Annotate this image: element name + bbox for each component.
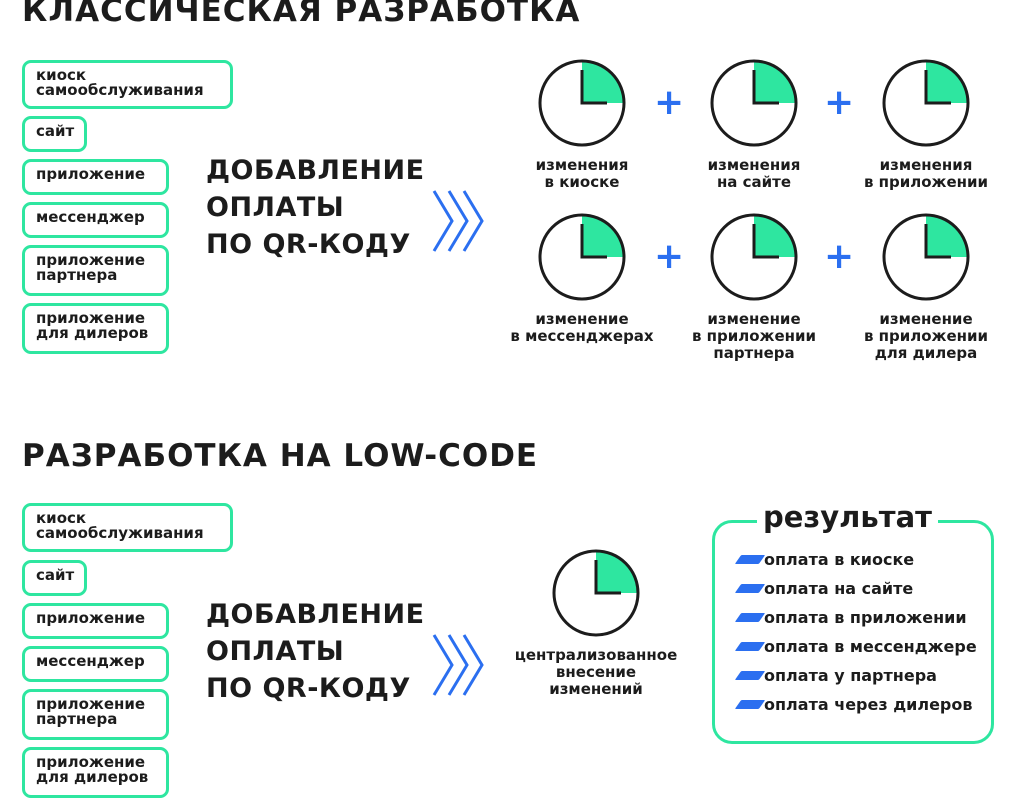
classic-channel-partner-app: приложение партнера	[22, 245, 169, 296]
quarter-clock-icon	[537, 58, 627, 148]
result-item: оплата на сайте	[764, 579, 914, 598]
clock-caption-app: изменения в приложении	[863, 156, 989, 191]
plus-icon: +	[824, 236, 855, 277]
lowcode-channel-partner-app: приложение партнера	[22, 689, 169, 740]
clock-caption-dealer: изменение в приложении для дилера	[863, 310, 989, 362]
lowcode-channel-site: сайт	[22, 560, 87, 596]
classic-channel-kiosk: киоск самообслуживания	[22, 60, 233, 109]
lowcode-title: РАЗРАБОТКА НА LOW-CODE	[22, 438, 539, 474]
result-item: оплата через дилеров	[764, 695, 973, 714]
classic-channel-dealer-app: приложение для дилеров	[22, 303, 169, 354]
clock-caption-site: изменения на сайте	[707, 156, 801, 191]
classic-title: КЛАССИЧЕСКАЯ РАЗРАБОТКА	[22, 0, 581, 29]
lowcode-channel-app: приложение	[22, 603, 169, 639]
plus-icon: +	[654, 82, 685, 123]
lowcode-arrow-icon	[432, 632, 488, 698]
result-item: оплата у партнера	[764, 666, 937, 685]
quarter-clock-icon	[537, 212, 627, 302]
lowcode-clock-caption: централизованное внесение изменений	[514, 646, 678, 698]
plus-icon: +	[654, 236, 685, 277]
quarter-clock-icon	[709, 212, 799, 302]
result-item: оплата в мессенджере	[764, 637, 977, 656]
clock-caption-messenger: изменение в мессенджерах	[510, 310, 654, 345]
lowcode-channel-kiosk: киоск самообслуживания	[22, 503, 233, 552]
quarter-clock-icon	[881, 58, 971, 148]
classic-channel-app: приложение	[22, 159, 169, 195]
quarter-clock-icon	[881, 212, 971, 302]
classic-channel-site: сайт	[22, 116, 87, 152]
classic-arrow-icon	[432, 188, 488, 254]
lowcode-task-label: ДОБАВЛЕНИЕ ОПЛАТЫ ПО QR-КОДУ	[206, 599, 425, 704]
quarter-clock-icon	[709, 58, 799, 148]
quarter-clock-icon	[551, 548, 641, 638]
plus-icon: +	[824, 82, 855, 123]
classic-channel-messenger: мессенджер	[22, 202, 169, 238]
clock-caption-kiosk: изменения в киоске	[535, 156, 629, 191]
lowcode-channel-dealer-app: приложение для дилеров	[22, 747, 169, 798]
lowcode-channel-messenger: мессенджер	[22, 646, 169, 682]
clock-caption-partner: изменение в приложении партнера	[691, 310, 817, 362]
result-item: оплата в приложении	[764, 608, 967, 627]
result-title: результат	[757, 502, 938, 532]
classic-task-label: ДОБАВЛЕНИЕ ОПЛАТЫ ПО QR-КОДУ	[206, 155, 425, 260]
result-item: оплата в киоске	[764, 550, 915, 569]
